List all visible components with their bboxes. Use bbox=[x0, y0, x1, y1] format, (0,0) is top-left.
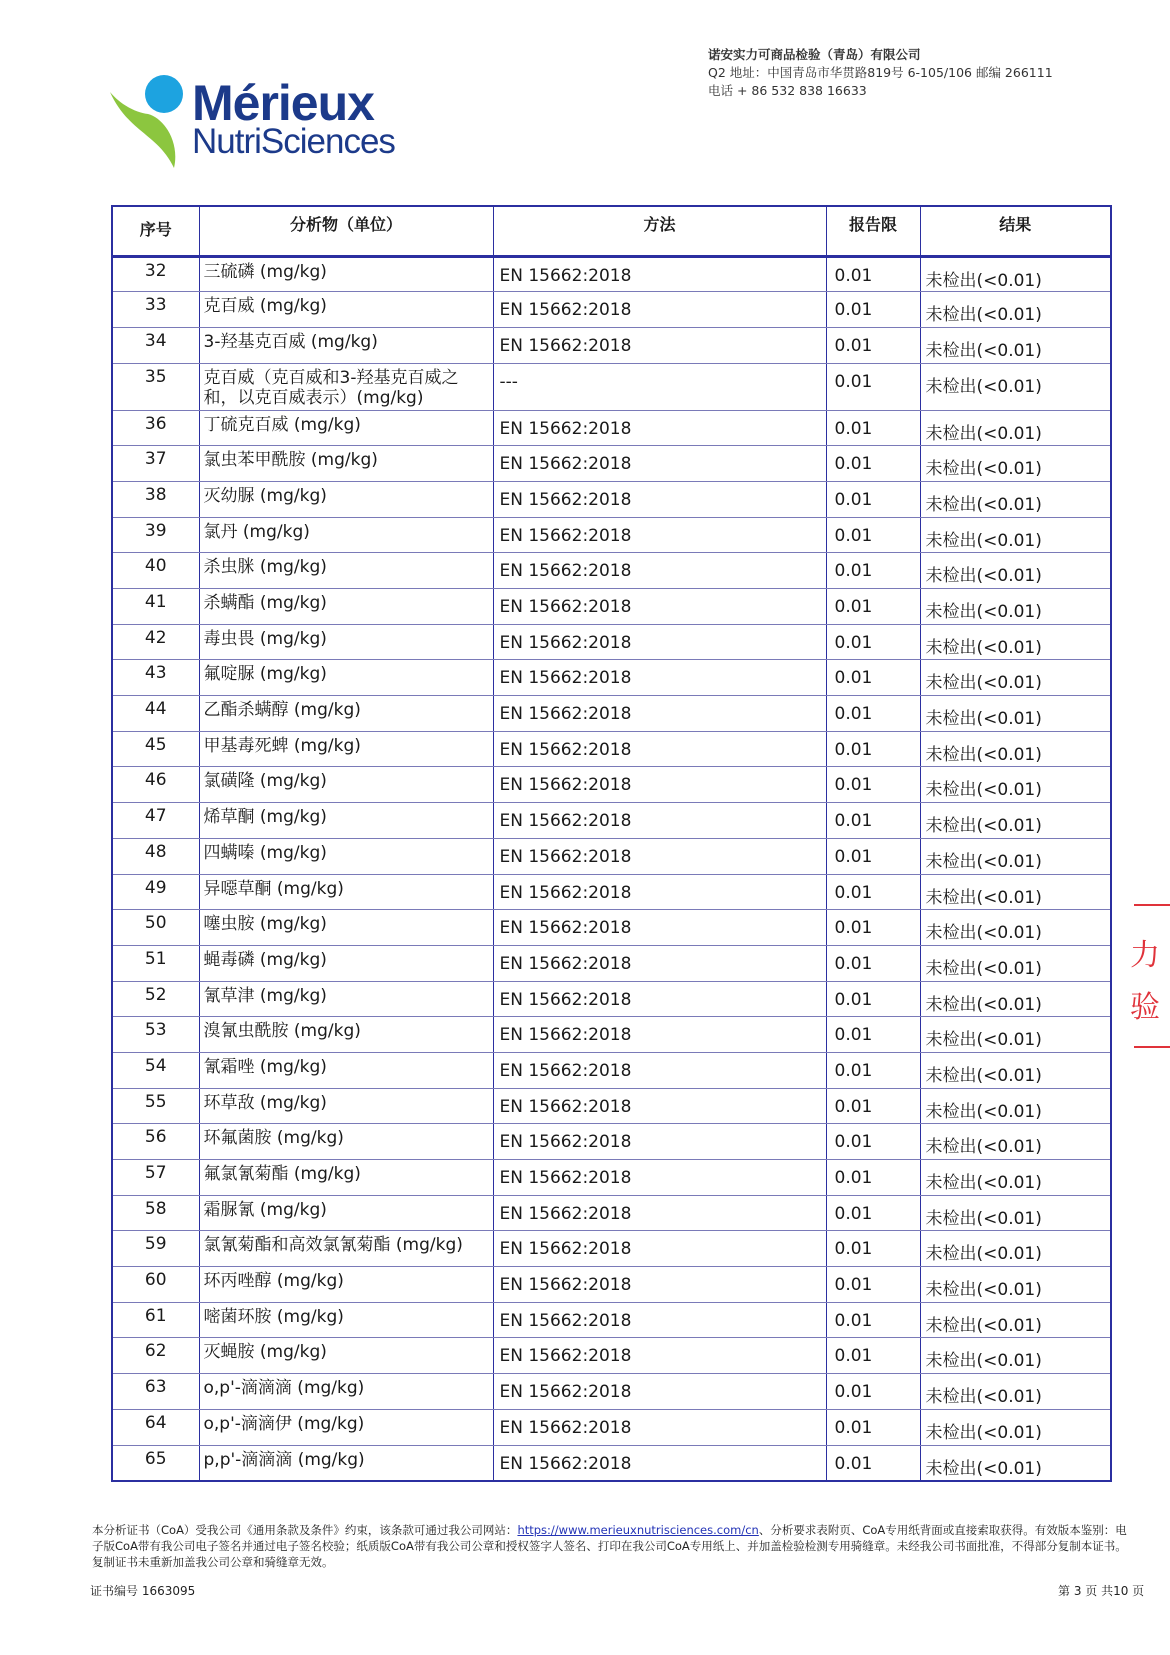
row-number: 45 bbox=[112, 731, 199, 767]
analyte-name: 甲基毒死蜱 (mg/kg) bbox=[199, 731, 493, 767]
row-number: 65 bbox=[112, 1445, 199, 1481]
method-name: EN 15662:2018 bbox=[493, 1195, 826, 1231]
table-row bbox=[112, 731, 1111, 767]
result-value: 未检出(<0.01) bbox=[920, 1267, 1111, 1303]
result-value: 未检出(<0.01) bbox=[920, 660, 1111, 696]
result-value: 未检出(<0.01) bbox=[920, 767, 1111, 803]
website-link[interactable]: https://www.merieuxnutrisciences.com/cn bbox=[517, 1523, 759, 1537]
row-number: 42 bbox=[112, 624, 199, 660]
table-row bbox=[112, 624, 1111, 660]
report-limit: 0.01 bbox=[826, 1052, 920, 1088]
analyte-name: p,p'-滴滴滴 (mg/kg) bbox=[199, 1445, 493, 1481]
analyte-name: 氰草津 (mg/kg) bbox=[199, 981, 493, 1017]
certificate-number: 证书编号 1663095 bbox=[90, 1584, 196, 1598]
analyte-name: 氟氯氰菊酯 (mg/kg) bbox=[199, 1160, 493, 1196]
method-name: EN 15662:2018 bbox=[493, 589, 826, 625]
analyte-name: 氯虫苯甲酰胺 (mg/kg) bbox=[199, 446, 493, 482]
analyte-name: 蝇毒磷 (mg/kg) bbox=[199, 945, 493, 981]
merieux-logo bbox=[108, 72, 408, 172]
result-value: 未检出(<0.01) bbox=[920, 410, 1111, 446]
analyte-name: 烯草酮 (mg/kg) bbox=[199, 803, 493, 839]
table-row bbox=[112, 1160, 1111, 1196]
table-row bbox=[112, 660, 1111, 696]
report-limit: 0.01 bbox=[826, 767, 920, 803]
table-row bbox=[112, 981, 1111, 1017]
table-row bbox=[112, 1445, 1111, 1481]
report-limit: 0.01 bbox=[826, 696, 920, 732]
result-value: 未检出(<0.01) bbox=[920, 1338, 1111, 1374]
method-name: EN 15662:2018 bbox=[493, 624, 826, 660]
result-value: 未检出(<0.01) bbox=[920, 731, 1111, 767]
analyte-name: 三硫磷 (mg/kg) bbox=[199, 256, 493, 292]
method-name: EN 15662:2018 bbox=[493, 410, 826, 446]
report-limit: 0.01 bbox=[826, 1338, 920, 1374]
analyte-name: 噻虫胺 (mg/kg) bbox=[199, 910, 493, 946]
report-limit: 0.01 bbox=[826, 446, 920, 482]
report-limit: 0.01 bbox=[826, 1124, 920, 1160]
report-limit: 0.01 bbox=[826, 1160, 920, 1196]
report-limit: 0.01 bbox=[826, 1302, 920, 1338]
table-row bbox=[112, 446, 1111, 482]
method-name: EN 15662:2018 bbox=[493, 696, 826, 732]
method-name: EN 15662:2018 bbox=[493, 1052, 826, 1088]
row-number: 61 bbox=[112, 1302, 199, 1338]
result-value: 未检出(<0.01) bbox=[920, 481, 1111, 517]
table-row bbox=[112, 1267, 1111, 1303]
table-row bbox=[112, 767, 1111, 803]
analyte-name: 氯磺隆 (mg/kg) bbox=[199, 767, 493, 803]
analyte-name: 丁硫克百威 (mg/kg) bbox=[199, 410, 493, 446]
report-limit: 0.01 bbox=[826, 874, 920, 910]
method-name: EN 15662:2018 bbox=[493, 945, 826, 981]
row-number: 43 bbox=[112, 660, 199, 696]
result-value: 未检出(<0.01) bbox=[920, 1088, 1111, 1124]
header-seq: 序号 bbox=[112, 206, 199, 256]
report-limit: 0.01 bbox=[826, 660, 920, 696]
analyte-name: 乙酯杀螨醇 (mg/kg) bbox=[199, 696, 493, 732]
analyte-name: 四螨嗪 (mg/kg) bbox=[199, 838, 493, 874]
table-row bbox=[112, 1124, 1111, 1160]
analyte-name: 嘧菌环胺 (mg/kg) bbox=[199, 1302, 493, 1338]
row-number: 63 bbox=[112, 1374, 199, 1410]
page-number: 第 3 页 共10 页 bbox=[1058, 1584, 1145, 1598]
table-row bbox=[112, 553, 1111, 589]
seal-line bbox=[1134, 1046, 1170, 1048]
result-value: 未检出(<0.01) bbox=[920, 517, 1111, 553]
analyte-name: 灭蝇胺 (mg/kg) bbox=[199, 1338, 493, 1374]
method-name: EN 15662:2018 bbox=[493, 553, 826, 589]
row-number: 47 bbox=[112, 803, 199, 839]
seal-line bbox=[1134, 904, 1170, 906]
row-number: 36 bbox=[112, 410, 199, 446]
report-limit: 0.01 bbox=[826, 517, 920, 553]
company-name: 诺安实力可商品检验（青岛）有限公司 bbox=[708, 47, 921, 62]
brand-name-line1: Mérieux bbox=[192, 75, 374, 131]
row-number: 62 bbox=[112, 1338, 199, 1374]
analyte-name: o,p'-滴滴滴 (mg/kg) bbox=[199, 1374, 493, 1410]
table-row bbox=[112, 589, 1111, 625]
report-limit: 0.01 bbox=[826, 410, 920, 446]
method-name: EN 15662:2018 bbox=[493, 481, 826, 517]
table-row bbox=[112, 910, 1111, 946]
report-limit: 0.01 bbox=[826, 1017, 920, 1053]
method-name: EN 15662:2018 bbox=[493, 874, 826, 910]
analyte-name: 3-羟基克百威 (mg/kg) bbox=[199, 327, 493, 363]
row-number: 57 bbox=[112, 1160, 199, 1196]
row-number: 60 bbox=[112, 1267, 199, 1303]
table-row bbox=[112, 1409, 1111, 1445]
row-number: 55 bbox=[112, 1088, 199, 1124]
report-limit: 0.01 bbox=[826, 624, 920, 660]
result-value: 未检出(<0.01) bbox=[920, 874, 1111, 910]
method-name: EN 15662:2018 bbox=[493, 1409, 826, 1445]
table-row bbox=[112, 1088, 1111, 1124]
table-row bbox=[112, 1231, 1111, 1267]
official-seal-fragment bbox=[1128, 900, 1170, 1050]
row-number: 52 bbox=[112, 981, 199, 1017]
result-value: 未检出(<0.01) bbox=[920, 981, 1111, 1017]
table-header-row bbox=[112, 206, 1111, 256]
report-limit: 0.01 bbox=[826, 1088, 920, 1124]
analyte-name: 异噁草酮 (mg/kg) bbox=[199, 874, 493, 910]
method-name: EN 15662:2018 bbox=[493, 1231, 826, 1267]
row-number: 41 bbox=[112, 589, 199, 625]
report-limit: 0.01 bbox=[826, 1374, 920, 1410]
result-value: 未检出(<0.01) bbox=[920, 256, 1111, 292]
method-name: EN 15662:2018 bbox=[493, 1302, 826, 1338]
report-limit: 0.01 bbox=[826, 1445, 920, 1481]
method-name: EN 15662:2018 bbox=[493, 1160, 826, 1196]
table-row bbox=[112, 803, 1111, 839]
company-address: Q2 地址：中国青岛市华贯路819号 6-105/106 邮编 266111 bbox=[708, 65, 1053, 80]
row-number: 49 bbox=[112, 874, 199, 910]
row-number: 58 bbox=[112, 1195, 199, 1231]
report-limit: 0.01 bbox=[826, 589, 920, 625]
row-number: 38 bbox=[112, 481, 199, 517]
method-name: EN 15662:2018 bbox=[493, 1088, 826, 1124]
results-table bbox=[111, 205, 1112, 1482]
row-number: 34 bbox=[112, 327, 199, 363]
result-value: 未检出(<0.01) bbox=[920, 1302, 1111, 1338]
method-name: EN 15662:2018 bbox=[493, 910, 826, 946]
method-name: EN 15662:2018 bbox=[493, 803, 826, 839]
analyte-name: 毒虫畏 (mg/kg) bbox=[199, 624, 493, 660]
table-row bbox=[112, 292, 1111, 328]
report-limit: 0.01 bbox=[826, 803, 920, 839]
analyte-name: 克百威 (mg/kg) bbox=[199, 292, 493, 328]
result-value: 未检出(<0.01) bbox=[920, 1374, 1111, 1410]
row-number: 35 bbox=[112, 363, 199, 410]
result-value: 未检出(<0.01) bbox=[920, 1017, 1111, 1053]
row-number: 44 bbox=[112, 696, 199, 732]
header-analyte: 分析物（单位） bbox=[199, 206, 493, 256]
result-value: 未检出(<0.01) bbox=[920, 803, 1111, 839]
result-value: 未检出(<0.01) bbox=[920, 1124, 1111, 1160]
disclaimer-text-pre: 本分析证书（CoA）受我公司《通用条款及条件》约束，该条款可通过我公司网站： bbox=[92, 1523, 518, 1537]
analyte-name: 氟啶脲 (mg/kg) bbox=[199, 660, 493, 696]
report-limit: 0.01 bbox=[826, 838, 920, 874]
row-number: 59 bbox=[112, 1231, 199, 1267]
row-number: 53 bbox=[112, 1017, 199, 1053]
row-number: 33 bbox=[112, 292, 199, 328]
method-name: EN 15662:2018 bbox=[493, 838, 826, 874]
result-value: 未检出(<0.01) bbox=[920, 1195, 1111, 1231]
report-limit: 0.01 bbox=[826, 292, 920, 328]
report-limit: 0.01 bbox=[826, 256, 920, 292]
method-name: EN 15662:2018 bbox=[493, 1124, 826, 1160]
method-name: EN 15662:2018 bbox=[493, 327, 826, 363]
table-row bbox=[112, 874, 1111, 910]
analyte-name: 氯丹 (mg/kg) bbox=[199, 517, 493, 553]
result-value: 未检出(<0.01) bbox=[920, 1409, 1111, 1445]
footer-disclaimer bbox=[92, 1522, 1132, 1570]
analyte-name: 杀虫脒 (mg/kg) bbox=[199, 553, 493, 589]
report-limit: 0.01 bbox=[826, 327, 920, 363]
report-limit: 0.01 bbox=[826, 1409, 920, 1445]
result-value: 未检出(<0.01) bbox=[920, 1052, 1111, 1088]
table-row bbox=[112, 1374, 1111, 1410]
analyte-name: 灭幼脲 (mg/kg) bbox=[199, 481, 493, 517]
method-name: EN 15662:2018 bbox=[493, 1017, 826, 1053]
table-row bbox=[112, 1017, 1111, 1053]
table-row bbox=[112, 945, 1111, 981]
result-value: 未检出(<0.01) bbox=[920, 838, 1111, 874]
analyte-name: 氯氰菊酯和高效氯氰菊酯 (mg/kg) bbox=[199, 1231, 493, 1267]
result-value: 未检出(<0.01) bbox=[920, 292, 1111, 328]
result-value: 未检出(<0.01) bbox=[920, 553, 1111, 589]
method-name: EN 15662:2018 bbox=[493, 767, 826, 803]
analyte-name: 克百威（克百威和3-羟基克百威之和，以克百威表示）(mg/kg) bbox=[199, 363, 493, 410]
analyte-name: 杀螨酯 (mg/kg) bbox=[199, 589, 493, 625]
method-name: EN 15662:2018 bbox=[493, 981, 826, 1017]
method-name: EN 15662:2018 bbox=[493, 517, 826, 553]
report-limit: 0.01 bbox=[826, 1231, 920, 1267]
seal-text-top: 力 bbox=[1130, 938, 1160, 973]
method-name: EN 15662:2018 bbox=[493, 660, 826, 696]
table-row bbox=[112, 1302, 1111, 1338]
table-row bbox=[112, 838, 1111, 874]
table-row bbox=[112, 1195, 1111, 1231]
result-value: 未检出(<0.01) bbox=[920, 446, 1111, 482]
header-method: 方法 bbox=[493, 206, 826, 256]
row-number: 54 bbox=[112, 1052, 199, 1088]
company-info bbox=[708, 46, 1053, 100]
report-limit: 0.01 bbox=[826, 945, 920, 981]
row-number: 51 bbox=[112, 945, 199, 981]
analyte-name: 环氟菌胺 (mg/kg) bbox=[199, 1124, 493, 1160]
company-phone: 电话 + 86 532 838 16633 bbox=[708, 83, 867, 98]
method-name: EN 15662:2018 bbox=[493, 446, 826, 482]
analyte-name: 霜脲氰 (mg/kg) bbox=[199, 1195, 493, 1231]
table-row bbox=[112, 327, 1111, 363]
row-number: 32 bbox=[112, 256, 199, 292]
result-value: 未检出(<0.01) bbox=[920, 910, 1111, 946]
method-name: EN 15662:2018 bbox=[493, 1445, 826, 1481]
analyte-name: 氰霜唑 (mg/kg) bbox=[199, 1052, 493, 1088]
seal-text-bottom: 验 bbox=[1130, 990, 1160, 1025]
logo-mark bbox=[108, 72, 192, 172]
disclaimer-text-post: 、分析要求表附页、CoA专用纸背面或直接索取获得。有效版本鉴别：电子版CoA带有我公司电子签名并通过电子签名校验；纸质版CoA带有我公司公章和授权签字人签名、打印在我公司CoA专用纸上、并加盖检验检测专用骑缝章。未经我公司书面批准，不得部分复制本证书。复制证书未重新加盖我公司公章和骑缝章无效。 bbox=[92, 1523, 1127, 1569]
result-value: 未检出(<0.01) bbox=[920, 363, 1111, 410]
brand-name-line2: NutriSciences bbox=[192, 122, 395, 161]
result-value: 未检出(<0.01) bbox=[920, 327, 1111, 363]
report-limit: 0.01 bbox=[826, 1267, 920, 1303]
table-row bbox=[112, 1338, 1111, 1374]
row-number: 39 bbox=[112, 517, 199, 553]
table-row bbox=[112, 517, 1111, 553]
header-result: 结果 bbox=[920, 206, 1111, 256]
method-name: EN 15662:2018 bbox=[493, 1374, 826, 1410]
table-row bbox=[112, 696, 1111, 732]
result-value: 未检出(<0.01) bbox=[920, 945, 1111, 981]
result-value: 未检出(<0.01) bbox=[920, 624, 1111, 660]
row-number: 50 bbox=[112, 910, 199, 946]
row-number: 64 bbox=[112, 1409, 199, 1445]
report-limit: 0.01 bbox=[826, 981, 920, 1017]
report-limit: 0.01 bbox=[826, 481, 920, 517]
row-number: 48 bbox=[112, 838, 199, 874]
method-name: EN 15662:2018 bbox=[493, 731, 826, 767]
report-limit: 0.01 bbox=[826, 363, 920, 410]
analyte-name: 溴氰虫酰胺 (mg/kg) bbox=[199, 1017, 493, 1053]
row-number: 40 bbox=[112, 553, 199, 589]
result-value: 未检出(<0.01) bbox=[920, 696, 1111, 732]
analyte-name: 环草敌 (mg/kg) bbox=[199, 1088, 493, 1124]
result-value: 未检出(<0.01) bbox=[920, 589, 1111, 625]
report-limit: 0.01 bbox=[826, 731, 920, 767]
table-row bbox=[112, 1052, 1111, 1088]
row-number: 56 bbox=[112, 1124, 199, 1160]
report-limit: 0.01 bbox=[826, 553, 920, 589]
table-row bbox=[112, 410, 1111, 446]
method-name: EN 15662:2018 bbox=[493, 292, 826, 328]
report-limit: 0.01 bbox=[826, 910, 920, 946]
method-name: --- bbox=[493, 363, 826, 410]
method-name: EN 15662:2018 bbox=[493, 1267, 826, 1303]
row-number: 46 bbox=[112, 767, 199, 803]
method-name: EN 15662:2018 bbox=[493, 256, 826, 292]
result-value: 未检出(<0.01) bbox=[920, 1231, 1111, 1267]
result-value: 未检出(<0.01) bbox=[920, 1160, 1111, 1196]
table-row bbox=[112, 481, 1111, 517]
result-value: 未检出(<0.01) bbox=[920, 1445, 1111, 1481]
analyte-name: o,p'-滴滴伊 (mg/kg) bbox=[199, 1409, 493, 1445]
analyte-name: 环丙唑醇 (mg/kg) bbox=[199, 1267, 493, 1303]
report-limit: 0.01 bbox=[826, 1195, 920, 1231]
row-number: 37 bbox=[112, 446, 199, 482]
table-row bbox=[112, 363, 1111, 410]
header-limit: 报告限 bbox=[826, 206, 920, 256]
table-row bbox=[112, 256, 1111, 292]
method-name: EN 15662:2018 bbox=[493, 1338, 826, 1374]
